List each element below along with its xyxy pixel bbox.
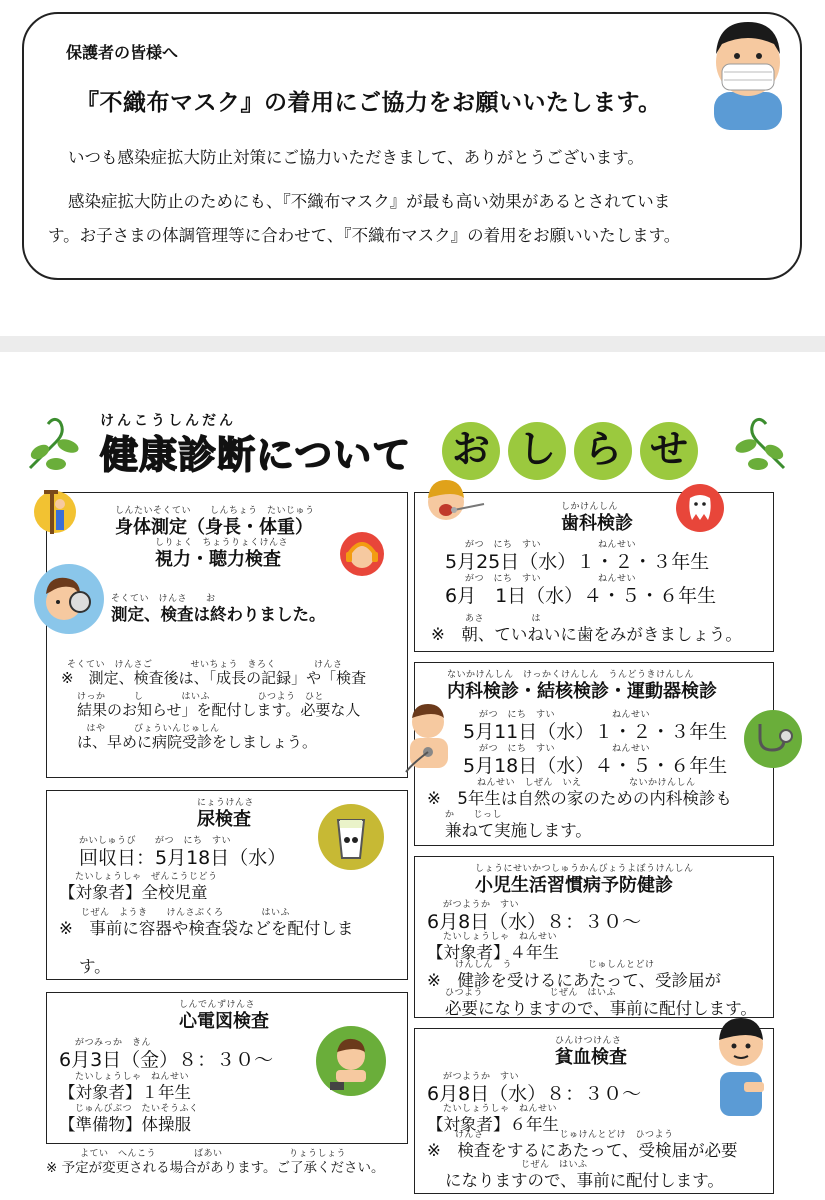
oshirase-bubble-4: せ xyxy=(640,422,698,480)
urine-target: 【対象者】全校児童 xyxy=(59,883,208,902)
footer-ruby: よてい へんこう ばあい りょうしょう xyxy=(80,1149,347,1159)
stethoscope-icon xyxy=(744,710,802,768)
internal-date-1: 5月11日（水）１・２・３年生 xyxy=(463,721,728,743)
text-ruby: あさ は xyxy=(465,614,542,624)
heading-ruby: ひんけつけんさ xyxy=(555,1036,622,1046)
urine-collection-date: 回収日：5月18日（水） xyxy=(79,847,287,869)
text-ruby: がつ にち すい ねんせい xyxy=(465,540,637,550)
vision-test-icon xyxy=(34,564,104,634)
text-ruby: がつ にち すい ねんせい xyxy=(479,744,651,754)
anemia-heading: 貧血検査 xyxy=(555,1047,627,1068)
ecg-heading: 心電図検査 xyxy=(179,1011,269,1032)
text-ruby: けんしん う じゅしんとどけ xyxy=(455,960,655,970)
notice-line-3: す。お子さまの体調管理等に合わせて、『不織布マスク』の着用をお願いいたします。 xyxy=(48,226,681,245)
ecg-target: 【対象者】１年生 xyxy=(59,1083,191,1102)
text-ruby: ねんせい しぜん いえ ないかけんしん xyxy=(477,778,696,788)
dental-note: ※ 朝、ていねいに歯をみがきましょう。 xyxy=(431,625,742,644)
ecg-child-icon xyxy=(316,1026,386,1096)
lifestyle-note-1: ※ 健診を受けるにあたって、受診届が xyxy=(427,971,721,990)
anemia-target: 【対象者】６年生 xyxy=(427,1115,559,1134)
heading-ruby: にょうけんさ xyxy=(197,798,254,808)
text-ruby: たいしょうしゃ ぜんこうじどう xyxy=(75,872,218,882)
lifestyle-date: 6月8日（水）８：３０～ xyxy=(427,911,642,933)
measurement-note-3: は、早めに病院受診をしましょう。 xyxy=(77,733,318,751)
vine-right-decoration xyxy=(726,412,788,472)
heading-ruby: しんたいそくてい しんちょう たいじゅう xyxy=(115,506,315,516)
notice-line-2: 感染症拡大防止のためにも、『不織布マスク』が最も高い効果があるとされていま xyxy=(68,192,671,211)
page-title: 健康診断について xyxy=(100,433,412,477)
schedule-change-note: ※ 予定が変更される場合があります。ご了承ください。 xyxy=(46,1160,385,1176)
vision-hearing-heading: 視力・聴力検査 xyxy=(155,549,281,570)
text-ruby: ひつよう じぜん はいふ xyxy=(445,988,617,998)
internal-note-1: ※ 5年生は自然の家のための内科検診も xyxy=(427,789,732,808)
text-ruby: か じっし xyxy=(445,810,503,820)
text-ruby: けっか し はいふ ひつよう ひと xyxy=(77,692,325,702)
dental-date-2: 6月 1日（水）４・５・６年生 xyxy=(445,585,717,607)
notice-line-1: いつも感染症拡大防止対策にご協力いただきまして、ありがとうございます。 xyxy=(68,148,644,167)
text-ruby: がつようか すい xyxy=(443,1072,520,1082)
mask-notice xyxy=(22,12,802,280)
ecg-date: 6月3日（金）８：３０～ xyxy=(59,1049,274,1071)
vine-left-decoration xyxy=(26,412,88,472)
section-divider xyxy=(0,336,825,352)
text-ruby: かいしゅうび がつ にち すい xyxy=(79,836,232,846)
body-measurement-heading: 身体測定（身長・体重） xyxy=(115,517,313,538)
title-ruby: けんこうしんだん xyxy=(100,413,236,429)
text-ruby: たいしょうしゃ ねんせい xyxy=(443,1104,558,1114)
urine-cup-icon xyxy=(318,804,384,870)
completed-message: 測定、検査は終わりました。 xyxy=(111,605,326,624)
anemia-note-1: ※ 検査をするにあたって、受検届が必要 xyxy=(427,1141,738,1160)
notice-headline: 『不織布マスク』の着用にご協力をお願いいたします。 xyxy=(76,90,662,116)
ecg-preparation: 【準備物】体操服 xyxy=(59,1115,191,1134)
dental-heading: 歯科検診 xyxy=(561,513,633,534)
notice-recipient: 保護者の皆様へ xyxy=(66,43,179,62)
lifestyle-heading: 小児生活習慣病予防健診 xyxy=(475,875,673,896)
heading-ruby: しかけんしん xyxy=(561,502,619,512)
text-ruby: そくてい けんさご せいちょう きろく けんさ xyxy=(67,660,343,670)
dental-child-icon xyxy=(420,476,486,532)
heading-ruby: ないかけんしん けっかくけんしん うんどうきけんしん xyxy=(447,670,695,680)
oshirase-bubble-3: ら xyxy=(574,422,632,480)
lifestyle-checkup-box xyxy=(414,856,774,1018)
urine-note-2: す。 xyxy=(79,957,111,976)
urine-test-heading: 尿検査 xyxy=(197,809,251,830)
hearing-test-icon xyxy=(340,532,384,576)
measurement-note-2: 結果のお知らせ」を配付します。必要な人 xyxy=(77,701,361,719)
text-ruby: たいしょうしゃ ねんせい xyxy=(443,932,558,942)
dental-date-1: 5月25日（水）１・２・３年生 xyxy=(445,551,710,573)
masked-person-illustration xyxy=(700,14,796,130)
text-ruby: じぜん はいふ xyxy=(445,1160,588,1170)
heading-ruby: しょうにせいかつしゅうかんびょうよぼうけんしん xyxy=(475,864,694,874)
text-ruby: はや びょういんじゅしん xyxy=(77,724,220,734)
internal-note-2: 兼ねて実施します。 xyxy=(445,821,592,840)
heading-ruby: しんでんずけんさ xyxy=(179,1000,256,1010)
urine-note-1: ※ 事前に容器や検査袋などを配付しま xyxy=(59,919,354,938)
text-ruby: そくてい けんさ お xyxy=(111,594,216,604)
text-ruby: けんさ じゅけんとどけ ひつよう xyxy=(455,1130,674,1140)
text-ruby: じゅんびぶつ たいそうふく xyxy=(75,1104,199,1114)
oshirase-bubble-1: お xyxy=(442,422,500,480)
measurement-note-1: ※ 測定、検査後は、「成長の記録」や「検査 xyxy=(61,669,367,687)
oshirase-bubble-2: し xyxy=(508,422,566,480)
height-scale-icon xyxy=(34,484,76,540)
anemia-note-2: になりますので、事前に配付します。 xyxy=(445,1171,724,1190)
internal-date-2: 5月18日（水）４・５・６年生 xyxy=(463,755,728,777)
text-ruby: がつみっか きん xyxy=(75,1038,152,1048)
text-ruby: がつ にち すい ねんせい xyxy=(465,574,637,584)
internal-medicine-heading: 内科検診・結核検診・運動器検診 xyxy=(447,681,717,702)
doctor-exam-icon xyxy=(402,700,458,776)
tooth-icon xyxy=(676,484,724,532)
text-ruby: がつようか すい xyxy=(443,900,520,910)
anemia-date: 6月8日（水）８：３０～ xyxy=(427,1083,642,1105)
text-ruby: たいしょうしゃ ねんせい xyxy=(75,1072,190,1082)
heading-ruby: しりょく ちょうりょくけんさ xyxy=(155,538,289,548)
lifestyle-note-2: 必要になりますので、事前に配付します。 xyxy=(445,999,757,1018)
boy-blood-test-icon xyxy=(708,1012,774,1116)
text-ruby: がつ にち すい ねんせい xyxy=(479,710,651,720)
text-ruby: じぜん ようき けんさぶくろ はいふ xyxy=(81,908,291,918)
lifestyle-target: 【対象者】４年生 xyxy=(427,943,559,962)
internal-medicine-box xyxy=(414,662,774,846)
